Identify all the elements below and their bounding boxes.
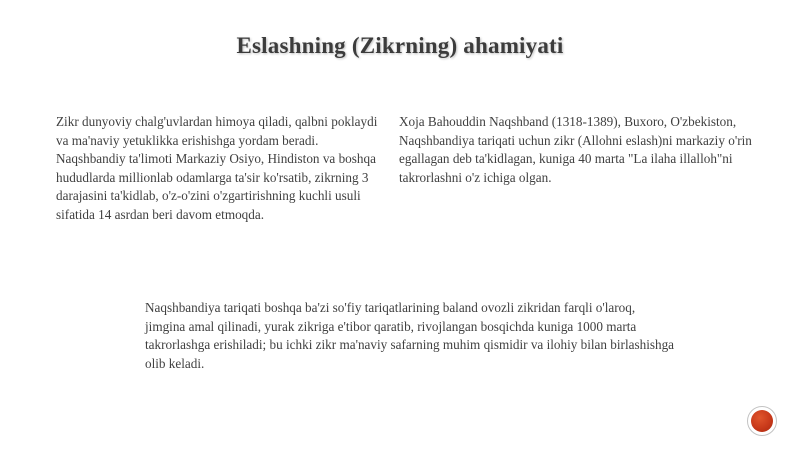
slide-title: Eslashning (Zikrning) ahamiyati [236, 33, 564, 58]
paragraph-left: Zikr dunyoviy chalg'uvlardan himoya qiladi, qalbni poklaydi va ma'naviy yetuklikka erishishga yordam beradi. Naqshbandiy ta'limoti Markaziy Osiyo, Hindiston va boshqa hududlarda millionlab odamlarga ta'sir ko'rsatib, zikrning 3 darajasini ta'kidlab, o'z-o'zini o'zgartirishning kuchli usuli sifatida 14 asrdan beri davom etmoqda. [56, 114, 378, 222]
paragraph-bottom: Naqshbandiya tariqati boshqa ba'zi so'fiy tariqatlarining baland ovozli zikridan farqli o'laroq, jimgina amal qilinadi, yurak zikriga e'tibor qaratib, rivojlangan bosqichda kuniga 1000 marta takrorlashga erishiladi; bu ichki zikr ma'naviy safarning muhim qismidir va ilohiy bilan birlashishga olib keladi. [145, 300, 675, 371]
slide-nav-button[interactable] [747, 406, 777, 436]
paragraph-right: Xoja Bahouddin Naqshband (1318-1389), Buxoro, O'zbekiston, Naqshbandiya tariqati uchun zikr (Allohni eslash)ni markaziy o'rin egallagan deb ta'kidlagan, kuniga 40 marta "La ilaha illalloh"ni takrorlashni o'z ichiga olgan. [399, 114, 752, 185]
circle-nav-icon [751, 410, 773, 432]
